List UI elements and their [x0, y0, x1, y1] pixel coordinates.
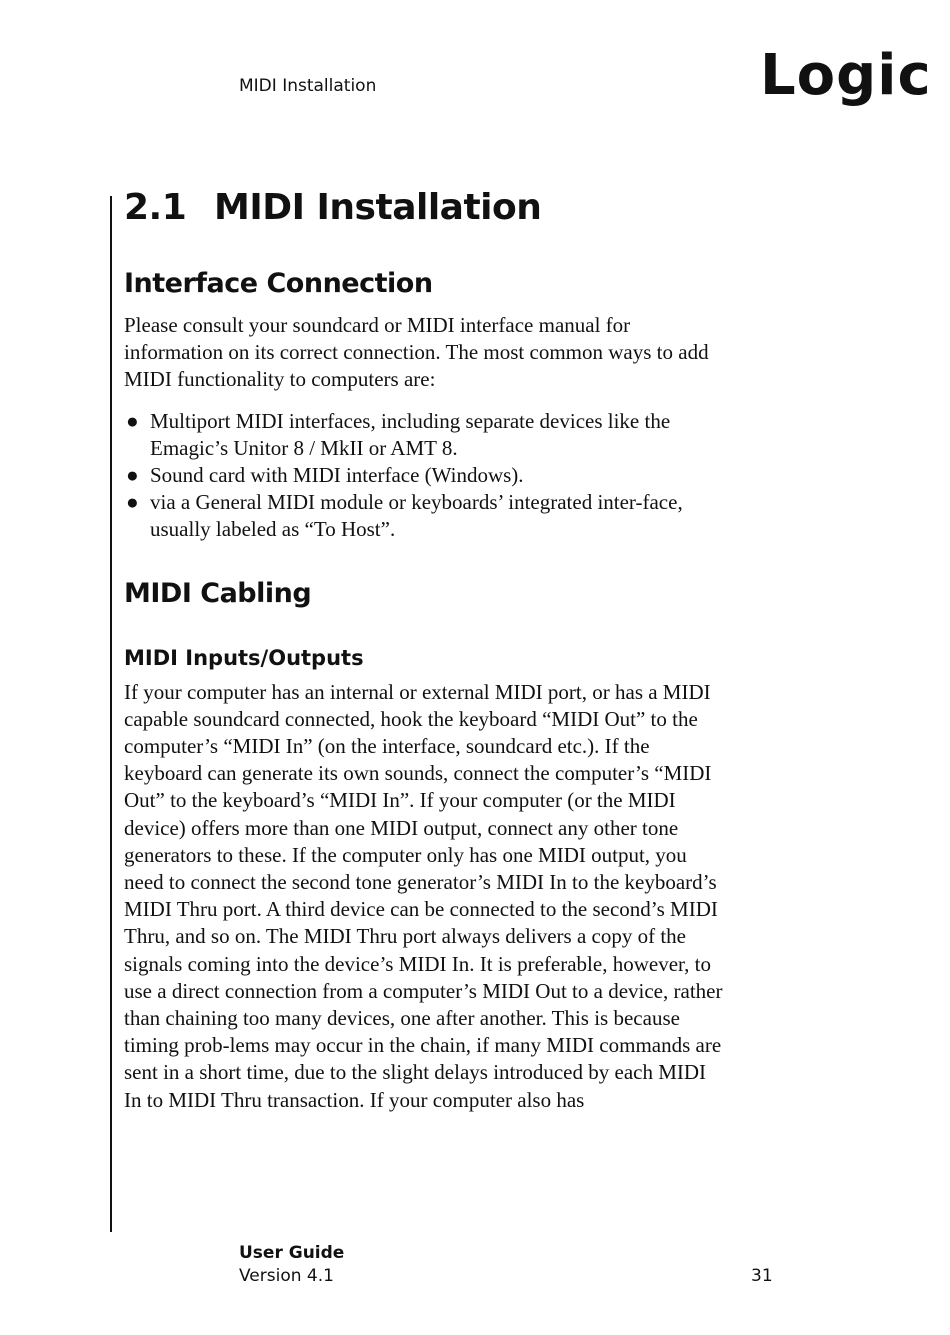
interface-connection-heading: Interface Connection: [124, 268, 433, 299]
list-item-text: Multiport MIDI interfaces, including separate devices like the Emagic’s Unitor 8 / MkII or AMT 8.: [150, 408, 671, 460]
interface-options-list: [124, 408, 724, 544]
list-item: [124, 489, 724, 543]
list-item: [124, 462, 724, 489]
bullet-icon: ●: [126, 490, 139, 515]
running-header-title: MIDI Installation: [239, 76, 377, 96]
section-heading: [124, 182, 724, 234]
midi-cabling-heading: MIDI Cabling: [124, 577, 312, 609]
section-title: MIDI Installation: [214, 187, 542, 228]
page-content: [124, 182, 724, 1114]
list-item-text: via a General MIDI module or keyboards’ integrated inter-face, usually labeled as “To Host”.: [150, 490, 683, 542]
page-number: 31: [751, 1266, 773, 1286]
list-item-text: Sound card with MIDI interface (Windows).: [150, 463, 524, 488]
list-item: [124, 408, 724, 462]
midi-io-body: If your computer has an internal or external MIDI port, or has a MIDI capable soundcard connected, hook the keyboard “MIDI Out” to the computer’s “MIDI In” (on the interface, soundcard etc.). If the keyboard can generate its own sounds, connect the computer’s “MIDI Out” to the keyboard’s “MIDI In”. If your computer (or the MIDI device) offers more than one MIDI output, connect any other tone generators to these. If the computer only has one MIDI output, you need to connect the second tone generator’s MIDI In to the keyboard’s MIDI Thru port. A third device can be connected to the second’s MIDI Thru, and so on. The MIDI Thru port always delivers a copy of the signals coming into the device’s MIDI In. It is preferable, however, to use a direct connection from a computer’s MIDI Out to a device, rather than chaining too many devices, one after another. This is because timing prob-lems may occur in the chain, if many MIDI commands are sent in a short time, due to the slight delays introduced by each MIDI In to MIDI Thru transaction. If your computer also has: [124, 679, 723, 1112]
margin-rule: [110, 196, 112, 1232]
section-number: 2.1: [124, 187, 187, 228]
logic-logo: Logic: [760, 43, 932, 108]
bullet-icon: ●: [126, 463, 139, 488]
footer-version: Version 4.1: [239, 1266, 334, 1286]
interface-connection-intro: Please consult your soundcard or MIDI interface manual for information on its correct connection. The most common ways to add MIDI functionality to computers are:: [124, 313, 709, 392]
footer-guide-label: User Guide: [239, 1243, 345, 1263]
midi-io-subheading: MIDI Inputs/Outputs: [124, 645, 364, 670]
bullet-icon: ●: [126, 408, 139, 433]
